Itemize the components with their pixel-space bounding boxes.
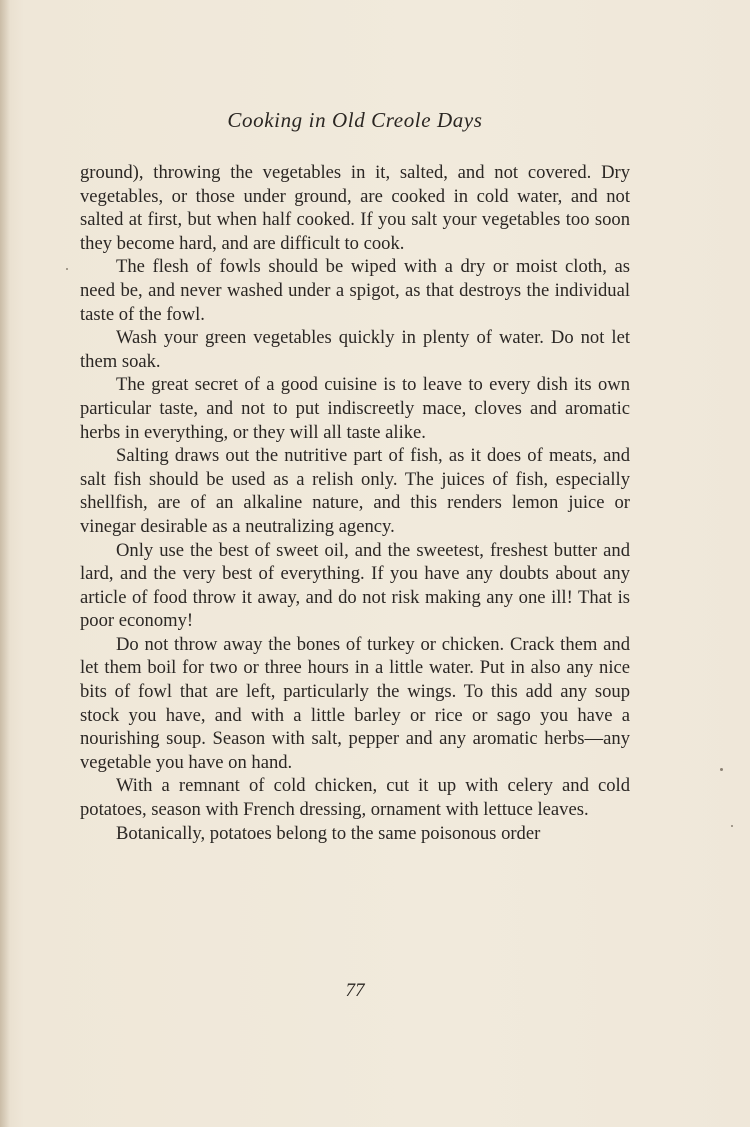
gutter-shadow bbox=[0, 0, 10, 1127]
paper-speck bbox=[66, 268, 68, 270]
paragraph-4: The great secret of a good cuisine is to leave to every dish its own particular taste, and not to put indiscreetly mace, cloves and aromatic herbs in everything, or they will all taste alike. bbox=[80, 374, 630, 443]
paper-speck bbox=[720, 768, 723, 771]
body-text bbox=[80, 161, 630, 845]
paragraph-1: ground), throwing the vegetables in it, salted, and not covered. Dry vegetables, or those under ground, are cooked in cold water, and not salted at first, but when half cooked. If you salt your vegetables too soon they become hard, and are difficult to cook. bbox=[80, 162, 630, 254]
paragraph-7: Do not throw away the bones of turkey or chicken. Crack them and let them boil for two or three hours in a little water. Put in also any nice bits of fowl that are left, particularly the wings. To this add any soup stock you have, and with a little barley or rice or sago you have a nourishing soup. Season with salt, pepper and any aromatic herbs—any vegetable you have on hand. bbox=[80, 633, 630, 773]
running-head: Cooking in Old Creole Days bbox=[227, 108, 483, 132]
paper-speck bbox=[731, 825, 733, 827]
paragraph-9: Botanically, potatoes belong to the same poisonous order bbox=[116, 822, 541, 844]
paragraph-6: Only use the best of sweet oil, and the sweetest, freshest butter and lard, and the very best of everything. If you have any doubts about any article of food throw it away, and do not risk making any one ill! That is poor economy! bbox=[80, 539, 630, 632]
paragraph-8: With a remnant of cold chicken, cut it up with celery and cold potatoes, season with French dressing, ornament with lettuce leaves. bbox=[80, 775, 630, 821]
paragraph-3: Wash your green vegetables quickly in plenty of water. Do not let them soak. bbox=[80, 327, 630, 372]
paragraph-5: Salting draws out the nutritive part of fish, as it does of meats, and salt fish should be used as a relish only. The juices of fish, especially shellfish, are of an alkaline nature, and this renders lemon juice or vinegar desirable as a neutralizing agency. bbox=[80, 445, 630, 537]
paragraph-2: The flesh of fowls should be wiped with a dry or moist cloth, as need be, and never washed under a spigot, as that destroys the individual taste of the fowl. bbox=[80, 256, 630, 325]
page-number: 77 bbox=[345, 980, 365, 1001]
